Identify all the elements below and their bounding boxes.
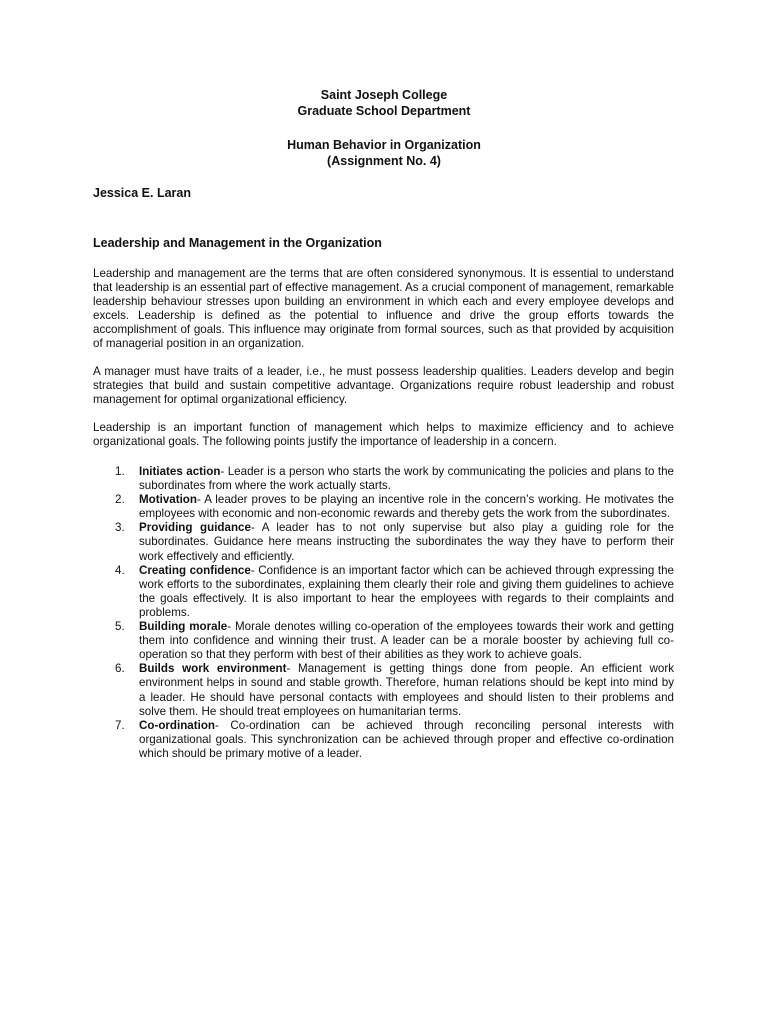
list-item-text: - A leader has to not only supervise but also play a guiding role for the subordinates. Guidance here means instructing the subordinates the way they have to perform their work effectively and efficiently. <box>139 521 674 563</box>
school-name: Saint Joseph College <box>320 88 448 102</box>
assignment-number: (Assignment No. 4) <box>327 154 441 168</box>
list-item <box>93 564 674 620</box>
list-item-number: 3. <box>115 521 125 535</box>
list-item-text: - Management is getting things done from people. An efficient work environment helps in sound and stable growth. Therefore, human relations should be kept into mind by a leader. He should have personal contacts with employees and should listen to their problems and solve them. He should treat employees on humanitarian terms. <box>139 662 674 718</box>
list-item-text: - Morale denotes willing co-operation of the employees towards their work and getting them into confidence and winning their trust. A leader can be a morale booster by achieving full co-operation so that they perform with best of their abilities as they work to achieve goals. <box>139 620 674 662</box>
importance-list <box>93 465 674 761</box>
paragraph-manager-traits: A manager must have traits of a leader, i.e., he must possess leadership qualities. Leaders develop and begin strategies that build and sustain competitive advantage. Organizations require robust leadership and robust management for optimal organizational efficiency. <box>93 365 674 407</box>
list-item-term: Creating confidence <box>139 563 251 577</box>
list-item-term: Building morale <box>139 620 228 634</box>
list-item <box>93 493 674 521</box>
author-name: Jessica E. Laran <box>93 186 191 200</box>
list-item-number: 5. <box>115 620 125 634</box>
list-item-number: 6. <box>115 662 125 676</box>
list-item-text: - Confidence is an important factor which can be achieved through expressing the work efforts to the subordinates, explaining them clearly their role and giving them guidelines to achieve the goals effectively. It is also important to hear the employees with regards to their complaints and problems. <box>139 563 674 619</box>
list-item <box>93 719 674 761</box>
paragraph-intro: Leadership and management are the terms that are often considered synonymous. It is essential to understand that leadership is an essential part of effective management. As a crucial component of management, remarkable leadership behaviour stresses upon building an environment in which each and every employee develops and excels. Leadership is defined as the potential to influence and drive the group efforts towards the accomplishment of goals. This influence may originate from formal sources, such as that provided by acquisition of managerial position in an organization. <box>93 267 674 351</box>
list-item <box>93 465 674 493</box>
list-item-text: - Leader is a person who starts the work by communicating the policies and plans to the subordinates from where the work actually starts. <box>139 465 674 493</box>
list-item-text: - Co-ordination can be achieved through reconciling personal interests with organizational goals. This synchronization can be achieved through proper and effective co-ordination which should be primary motive of a leader. <box>139 718 674 760</box>
paragraph-importance: Leadership is an important function of management which helps to maximize efficiency and to achieve organizational goals. The following points justify the importance of leadership in a concern. <box>93 421 674 449</box>
list-item-term: Providing guidance <box>139 521 251 535</box>
list-item-number: 4. <box>115 563 125 577</box>
list-item <box>93 521 674 563</box>
course-title: Human Behavior in Organization <box>287 138 481 152</box>
section-title: Leadership and Management in the Organization <box>93 236 382 250</box>
list-item <box>93 662 674 718</box>
list-item-term: Co-ordination <box>139 718 215 732</box>
list-item <box>93 620 674 662</box>
list-item-number: 2. <box>115 493 125 507</box>
department-name: Graduate School Department <box>297 104 471 118</box>
list-item-number: 7. <box>115 718 125 732</box>
list-item-text: - A leader proves to be playing an incentive role in the concern’s working. He motivates the employees with economic and non-economic rewards and thereby gets the work from the subordinates. <box>139 493 674 521</box>
list-item-term: Builds work environment <box>139 662 287 676</box>
list-item-term: Initiates action <box>139 465 221 478</box>
list-item-term: Motivation <box>139 493 197 507</box>
list-item-number: 1. <box>115 465 125 478</box>
